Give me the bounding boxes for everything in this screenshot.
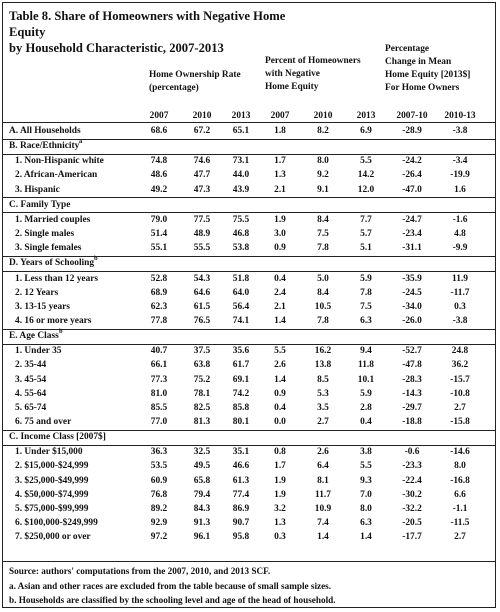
value-cell: 2.1 bbox=[274, 301, 286, 312]
row-label: 1. Married couples bbox=[15, 214, 91, 225]
value-cell: -14.3 bbox=[402, 388, 422, 399]
row-label: 3. Hispanic bbox=[15, 184, 60, 195]
value-cell: 16.2 bbox=[314, 346, 332, 357]
year-header: 2007 bbox=[149, 111, 169, 121]
table-row bbox=[3, 241, 495, 255]
value-cell: 3.8 bbox=[360, 447, 372, 458]
section-row bbox=[3, 139, 495, 153]
value-cell: -15.7 bbox=[450, 374, 470, 385]
value-cell: 73.1 bbox=[232, 156, 250, 167]
table-row bbox=[3, 227, 495, 241]
source-note: Source: authors' computations from the 2007, 2010, and 2013 SCF. bbox=[9, 566, 271, 576]
row-label: 6. 75 and over bbox=[15, 417, 72, 427]
value-cell: 3.2 bbox=[274, 503, 286, 514]
value-cell: 8.2 bbox=[317, 126, 329, 136]
value-cell: 0.0 bbox=[274, 417, 286, 427]
section-label: E. Age Class bbox=[9, 331, 59, 342]
table-row bbox=[3, 300, 495, 314]
value-cell: 35.1 bbox=[232, 447, 250, 458]
value-cell: 0.9 bbox=[274, 388, 286, 399]
header-line: Percent of Homeowners bbox=[265, 56, 361, 66]
value-cell: 6.4 bbox=[317, 461, 329, 472]
year-header: 2010 bbox=[313, 111, 333, 121]
value-cell: 77.8 bbox=[150, 315, 168, 326]
value-cell: 10.9 bbox=[314, 503, 332, 514]
value-cell: 1.3 bbox=[274, 170, 286, 181]
header-line: Home Equity [2013$] bbox=[385, 70, 471, 80]
value-cell: 1.3 bbox=[274, 518, 286, 529]
value-cell: 11.9 bbox=[452, 273, 468, 284]
value-cell: 67.2 bbox=[193, 126, 211, 136]
value-cell: -3.8 bbox=[452, 126, 468, 136]
header-line: (percentage) bbox=[149, 83, 199, 93]
value-cell: 37.5 bbox=[193, 346, 211, 357]
value-cell: 12.0 bbox=[357, 184, 375, 195]
value-cell: 6.3 bbox=[360, 315, 372, 326]
value-cell: 89.2 bbox=[150, 503, 168, 514]
value-cell: 68.9 bbox=[150, 287, 168, 298]
value-cell: -26.0 bbox=[402, 315, 422, 326]
value-cell: -23.4 bbox=[402, 229, 422, 240]
value-cell: 2.7 bbox=[454, 532, 466, 543]
value-cell: 0.8 bbox=[274, 447, 286, 458]
value-cell: 1.7 bbox=[274, 156, 286, 167]
value-cell: -28.9 bbox=[402, 126, 422, 136]
value-cell: 7.4 bbox=[317, 518, 329, 529]
value-cell: 75.5 bbox=[232, 214, 250, 225]
section-label: A. All Households bbox=[9, 126, 81, 136]
value-cell: 1.7 bbox=[274, 461, 286, 472]
value-cell: -0.6 bbox=[404, 447, 420, 458]
section-row bbox=[3, 430, 495, 444]
value-cell: -10.8 bbox=[450, 388, 470, 399]
value-cell: 44.0 bbox=[232, 170, 250, 181]
table-row bbox=[3, 213, 495, 227]
row-label: 2. 35-44 bbox=[15, 360, 47, 371]
value-cell: 46.8 bbox=[232, 229, 250, 240]
value-cell: -17.7 bbox=[402, 532, 422, 543]
value-cell: -52.7 bbox=[402, 346, 422, 357]
row-label: 1. Under $15,000 bbox=[15, 447, 83, 458]
value-cell: 46.6 bbox=[232, 461, 250, 472]
year-header: 2010 bbox=[192, 111, 212, 121]
value-cell: -28.3 bbox=[402, 374, 422, 385]
row-label: 3. 13-15 years bbox=[15, 301, 70, 312]
value-cell: 2.8 bbox=[360, 402, 372, 413]
row-label: 6. $100,000-$249,999 bbox=[15, 518, 98, 529]
section-row bbox=[3, 124, 495, 138]
value-cell: -35.9 bbox=[402, 273, 422, 284]
value-cell: 5.5 bbox=[360, 461, 372, 472]
value-cell: 11.7 bbox=[315, 489, 331, 500]
value-cell: 3.5 bbox=[317, 402, 329, 413]
value-cell: 8.0 bbox=[317, 156, 329, 167]
value-cell: 1.9 bbox=[274, 214, 286, 225]
value-cell: 84.3 bbox=[193, 503, 211, 514]
footnote-b: b. Households are classified by the schooling level and age of the head of household. bbox=[9, 595, 336, 605]
value-cell: 1.4 bbox=[274, 315, 286, 326]
table-row bbox=[3, 154, 495, 168]
header-line: with Negative bbox=[265, 69, 320, 79]
year-header: 2007 bbox=[270, 111, 290, 121]
header-line: For Home Owners bbox=[385, 83, 460, 93]
value-cell: 7.5 bbox=[360, 301, 372, 312]
value-cell: 55.1 bbox=[150, 243, 168, 254]
table-row bbox=[3, 488, 495, 502]
value-cell: 49.2 bbox=[150, 184, 168, 195]
footnote-a: a. Asian and other races are excluded from the table because of small sample sizes. bbox=[9, 581, 332, 591]
value-cell: 9.4 bbox=[360, 346, 372, 357]
value-cell: -24.7 bbox=[402, 214, 422, 225]
value-cell: 86.9 bbox=[232, 503, 250, 514]
value-cell: 61.3 bbox=[232, 475, 250, 486]
value-cell: -1.6 bbox=[452, 214, 468, 225]
row-label: 2. Single males bbox=[15, 229, 75, 240]
value-cell: 1.8 bbox=[274, 126, 286, 136]
row-label: 4. 16 or more years bbox=[15, 315, 92, 326]
value-cell: 36.2 bbox=[451, 360, 469, 371]
value-cell: -14.6 bbox=[450, 447, 470, 458]
value-cell: 64.0 bbox=[232, 287, 250, 298]
value-cell: 74.6 bbox=[193, 156, 211, 167]
header-change-in-equity bbox=[385, 43, 470, 95]
value-cell: 78.1 bbox=[193, 388, 211, 399]
year-header: 2010-13 bbox=[444, 111, 476, 121]
title-line-2: by Household Characteristic, 2007-2013 bbox=[9, 41, 224, 55]
value-cell: 54.3 bbox=[193, 273, 211, 284]
table-row bbox=[3, 168, 495, 182]
value-cell: 79.0 bbox=[150, 214, 168, 225]
value-cell: 6.9 bbox=[360, 126, 372, 136]
value-cell: -24.5 bbox=[402, 287, 422, 298]
value-cell: 2.4 bbox=[274, 287, 286, 298]
value-cell: 5.5 bbox=[274, 346, 286, 357]
row-label: 2. $15,000-$24,999 bbox=[15, 461, 89, 472]
value-cell: -11.5 bbox=[450, 518, 470, 529]
section-row bbox=[3, 256, 495, 270]
table-title bbox=[9, 8, 309, 56]
row-label: 5. $75,000-$99,999 bbox=[15, 503, 89, 514]
value-cell: 2.7 bbox=[454, 402, 466, 413]
value-cell: -24.2 bbox=[402, 156, 422, 167]
value-cell: 74.1 bbox=[232, 315, 250, 326]
value-cell: 55.5 bbox=[193, 243, 211, 254]
value-cell: -29.7 bbox=[402, 402, 422, 413]
value-cell: 40.7 bbox=[150, 346, 168, 357]
value-cell: 5.9 bbox=[360, 388, 372, 399]
year-header: 2013 bbox=[356, 111, 376, 121]
value-cell: 64.6 bbox=[193, 287, 211, 298]
value-cell: 90.7 bbox=[232, 518, 250, 529]
value-cell: 62.3 bbox=[150, 301, 168, 312]
value-cell: 8.5 bbox=[317, 374, 329, 385]
value-cell: -31.1 bbox=[402, 243, 422, 254]
value-cell: 5.1 bbox=[360, 243, 372, 254]
value-cell: 43.9 bbox=[232, 184, 250, 195]
value-cell: -3.8 bbox=[452, 315, 468, 326]
value-cell: 2.7 bbox=[317, 417, 329, 427]
value-cell: 6.3 bbox=[360, 518, 372, 529]
year-header: 2007-10 bbox=[396, 111, 428, 121]
value-cell: 61.5 bbox=[193, 301, 211, 312]
value-cell: 1.4 bbox=[360, 532, 372, 543]
value-cell: 76.5 bbox=[193, 315, 211, 326]
table-row bbox=[3, 286, 495, 300]
value-cell: 77.5 bbox=[193, 214, 211, 225]
row-label: 2. 12 Years bbox=[15, 287, 59, 298]
section-label: D. Years of Schooling bbox=[9, 258, 95, 269]
table-frame bbox=[2, 2, 496, 608]
value-cell: 63.8 bbox=[193, 360, 211, 371]
value-cell: 85.8 bbox=[232, 402, 250, 413]
table-row bbox=[3, 373, 495, 387]
value-cell: 2.6 bbox=[274, 360, 286, 371]
header-negative-equity bbox=[265, 55, 361, 94]
value-cell: 65.8 bbox=[193, 475, 211, 486]
table-row bbox=[3, 344, 495, 358]
table-row bbox=[3, 415, 495, 429]
value-cell: 53.8 bbox=[232, 243, 250, 254]
header-line: Home Equity bbox=[265, 82, 319, 92]
table-row bbox=[3, 530, 495, 544]
section-label: B. Race/Ethnicity bbox=[9, 141, 80, 152]
value-cell: 5.5 bbox=[360, 156, 372, 167]
table-row bbox=[3, 502, 495, 516]
table-row bbox=[3, 272, 495, 286]
value-cell: 7.8 bbox=[360, 287, 372, 298]
value-cell: 7.8 bbox=[317, 243, 329, 254]
value-cell: 92.9 bbox=[150, 518, 168, 529]
table-row bbox=[3, 387, 495, 401]
value-cell: -11.7 bbox=[450, 287, 470, 298]
footnote-marker: b bbox=[94, 255, 98, 263]
footnote-marker: a bbox=[79, 138, 83, 146]
value-cell: 65.1 bbox=[232, 126, 250, 136]
value-cell: 7.0 bbox=[360, 489, 372, 500]
value-cell: -32.2 bbox=[402, 503, 422, 514]
value-cell: -30.2 bbox=[402, 489, 422, 500]
value-cell: 96.1 bbox=[193, 532, 211, 543]
value-cell: 47.3 bbox=[193, 184, 211, 195]
value-cell: -16.8 bbox=[450, 475, 470, 486]
value-cell: 10.5 bbox=[314, 301, 332, 312]
value-cell: 4.8 bbox=[454, 229, 466, 240]
row-label: 2. African-American bbox=[15, 170, 98, 181]
row-label: 1. Under 35 bbox=[15, 346, 62, 357]
value-cell: 69.1 bbox=[232, 374, 250, 385]
table-row bbox=[3, 474, 495, 488]
value-cell: 56.4 bbox=[232, 301, 250, 312]
header-line: Percentage bbox=[385, 44, 430, 54]
table-row bbox=[3, 516, 495, 530]
header-line: Home Ownership Rate bbox=[149, 70, 241, 80]
value-cell: 77.4 bbox=[232, 489, 250, 500]
header-home-ownership bbox=[149, 69, 241, 95]
value-cell: 79.4 bbox=[193, 489, 211, 500]
value-cell: 7.5 bbox=[317, 229, 329, 240]
row-label: 4. 55-64 bbox=[15, 388, 47, 399]
title-line-1: Table 8. Share of Homeowners with Negative Home Equity bbox=[9, 9, 286, 39]
value-cell: 85.5 bbox=[150, 402, 168, 413]
value-cell: 1.9 bbox=[274, 475, 286, 486]
value-cell: 2.1 bbox=[274, 184, 286, 195]
value-cell: 74.2 bbox=[232, 388, 250, 399]
value-cell: 0.4 bbox=[274, 402, 286, 413]
value-cell: 9.1 bbox=[317, 184, 329, 195]
value-cell: 49.5 bbox=[193, 461, 211, 472]
value-cell: 1.6 bbox=[454, 184, 466, 195]
value-cell: -26.4 bbox=[402, 170, 422, 181]
value-cell: 5.9 bbox=[360, 273, 372, 284]
row-label: 3. $25,000-$49,999 bbox=[15, 475, 89, 486]
section-label: C. Income Class [2007$] bbox=[9, 432, 106, 443]
value-cell: 95.8 bbox=[232, 532, 250, 543]
value-cell: 97.2 bbox=[150, 532, 168, 543]
row-label: 4. $50,000-$74,999 bbox=[15, 489, 89, 500]
value-cell: 77.3 bbox=[150, 374, 168, 385]
value-cell: -1.1 bbox=[452, 503, 468, 514]
value-cell: 48.9 bbox=[193, 229, 211, 240]
value-cell: -20.5 bbox=[402, 518, 422, 529]
row-label: 1. Non-Hispanic white bbox=[15, 156, 104, 167]
value-cell: 60.9 bbox=[150, 475, 168, 486]
value-cell: -34.0 bbox=[402, 301, 422, 312]
value-cell: -23.3 bbox=[402, 461, 422, 472]
value-cell: -47.8 bbox=[402, 360, 422, 371]
value-cell: 11.8 bbox=[358, 360, 374, 371]
value-cell: 8.0 bbox=[454, 461, 466, 472]
value-cell: 91.3 bbox=[193, 518, 211, 529]
value-cell: 8.4 bbox=[317, 287, 329, 298]
value-cell: 32.5 bbox=[193, 447, 211, 458]
table-bottom-rule bbox=[3, 561, 495, 562]
value-cell: 7.8 bbox=[317, 315, 329, 326]
value-cell: 66.1 bbox=[150, 360, 168, 371]
value-cell: 82.5 bbox=[193, 402, 211, 413]
row-label: 7. $250,000 or over bbox=[15, 532, 91, 543]
row-label: 3. 45-54 bbox=[15, 374, 47, 385]
value-cell: 0.9 bbox=[274, 243, 286, 254]
value-cell: 75.2 bbox=[193, 374, 211, 385]
value-cell: 10.1 bbox=[357, 374, 375, 385]
value-cell: 9.2 bbox=[317, 170, 329, 181]
table-row bbox=[3, 459, 495, 473]
value-cell: 9.3 bbox=[360, 475, 372, 486]
value-cell: 0.4 bbox=[274, 273, 286, 284]
value-cell: -9.9 bbox=[452, 243, 468, 254]
table-row bbox=[3, 183, 495, 197]
footnote-marker: b bbox=[59, 328, 63, 336]
section-label: C. Family Type bbox=[9, 199, 71, 210]
value-cell: 14.2 bbox=[357, 170, 375, 181]
value-cell: 5.0 bbox=[317, 273, 329, 284]
header-line: Change in Mean bbox=[385, 57, 452, 67]
value-cell: -19.9 bbox=[450, 170, 470, 181]
table-row bbox=[3, 358, 495, 372]
value-cell: 80.1 bbox=[232, 417, 250, 427]
value-cell: -15.8 bbox=[450, 417, 470, 427]
value-cell: 53.5 bbox=[150, 461, 168, 472]
table-row bbox=[3, 401, 495, 415]
value-cell: 77.0 bbox=[150, 417, 168, 427]
value-cell: 7.7 bbox=[360, 214, 372, 225]
value-cell: 81.0 bbox=[150, 388, 168, 399]
value-cell: 52.8 bbox=[150, 273, 168, 284]
value-cell: 13.8 bbox=[314, 360, 332, 371]
value-cell: 74.8 bbox=[150, 156, 168, 167]
row-label: 5. 65-74 bbox=[15, 402, 47, 413]
value-cell: -22.4 bbox=[402, 475, 422, 486]
table-row bbox=[3, 314, 495, 328]
row-label: 1. Less than 12 years bbox=[15, 273, 99, 284]
header-rule bbox=[3, 122, 495, 123]
value-cell: 8.4 bbox=[317, 214, 329, 225]
value-cell: 1.4 bbox=[274, 374, 286, 385]
value-cell: 3.0 bbox=[274, 229, 286, 240]
value-cell: 51.8 bbox=[232, 273, 250, 284]
table-row bbox=[3, 445, 495, 459]
value-cell: -3.4 bbox=[452, 156, 468, 167]
section-row bbox=[3, 329, 495, 343]
value-cell: 8.0 bbox=[360, 503, 372, 514]
value-cell: 61.7 bbox=[232, 360, 250, 371]
value-cell: 2.6 bbox=[317, 447, 329, 458]
value-cell: 47.7 bbox=[193, 170, 211, 181]
value-cell: 81.3 bbox=[193, 417, 211, 427]
value-cell: 6.6 bbox=[454, 489, 466, 500]
year-header: 2013 bbox=[231, 111, 251, 121]
value-cell: 5.7 bbox=[360, 229, 372, 240]
value-cell: -18.8 bbox=[402, 417, 422, 427]
value-cell: 36.3 bbox=[150, 447, 168, 458]
value-cell: 8.1 bbox=[317, 475, 329, 486]
value-cell: 51.4 bbox=[150, 229, 168, 240]
value-cell: -47.0 bbox=[402, 184, 422, 195]
value-cell: 0.3 bbox=[274, 532, 286, 543]
year-header-row bbox=[3, 109, 495, 123]
value-cell: 24.8 bbox=[451, 346, 469, 357]
value-cell: 68.6 bbox=[150, 126, 168, 136]
section-row bbox=[3, 198, 495, 212]
row-label: 3. Single females bbox=[15, 243, 82, 254]
value-cell: 1.9 bbox=[274, 489, 286, 500]
value-cell: 76.8 bbox=[150, 489, 168, 500]
value-cell: 48.6 bbox=[150, 170, 168, 181]
value-cell: 1.4 bbox=[317, 532, 329, 543]
value-cell: 35.6 bbox=[232, 346, 250, 357]
value-cell: 0.3 bbox=[454, 301, 466, 312]
value-cell: 0.4 bbox=[360, 417, 372, 427]
value-cell: 5.3 bbox=[317, 388, 329, 399]
